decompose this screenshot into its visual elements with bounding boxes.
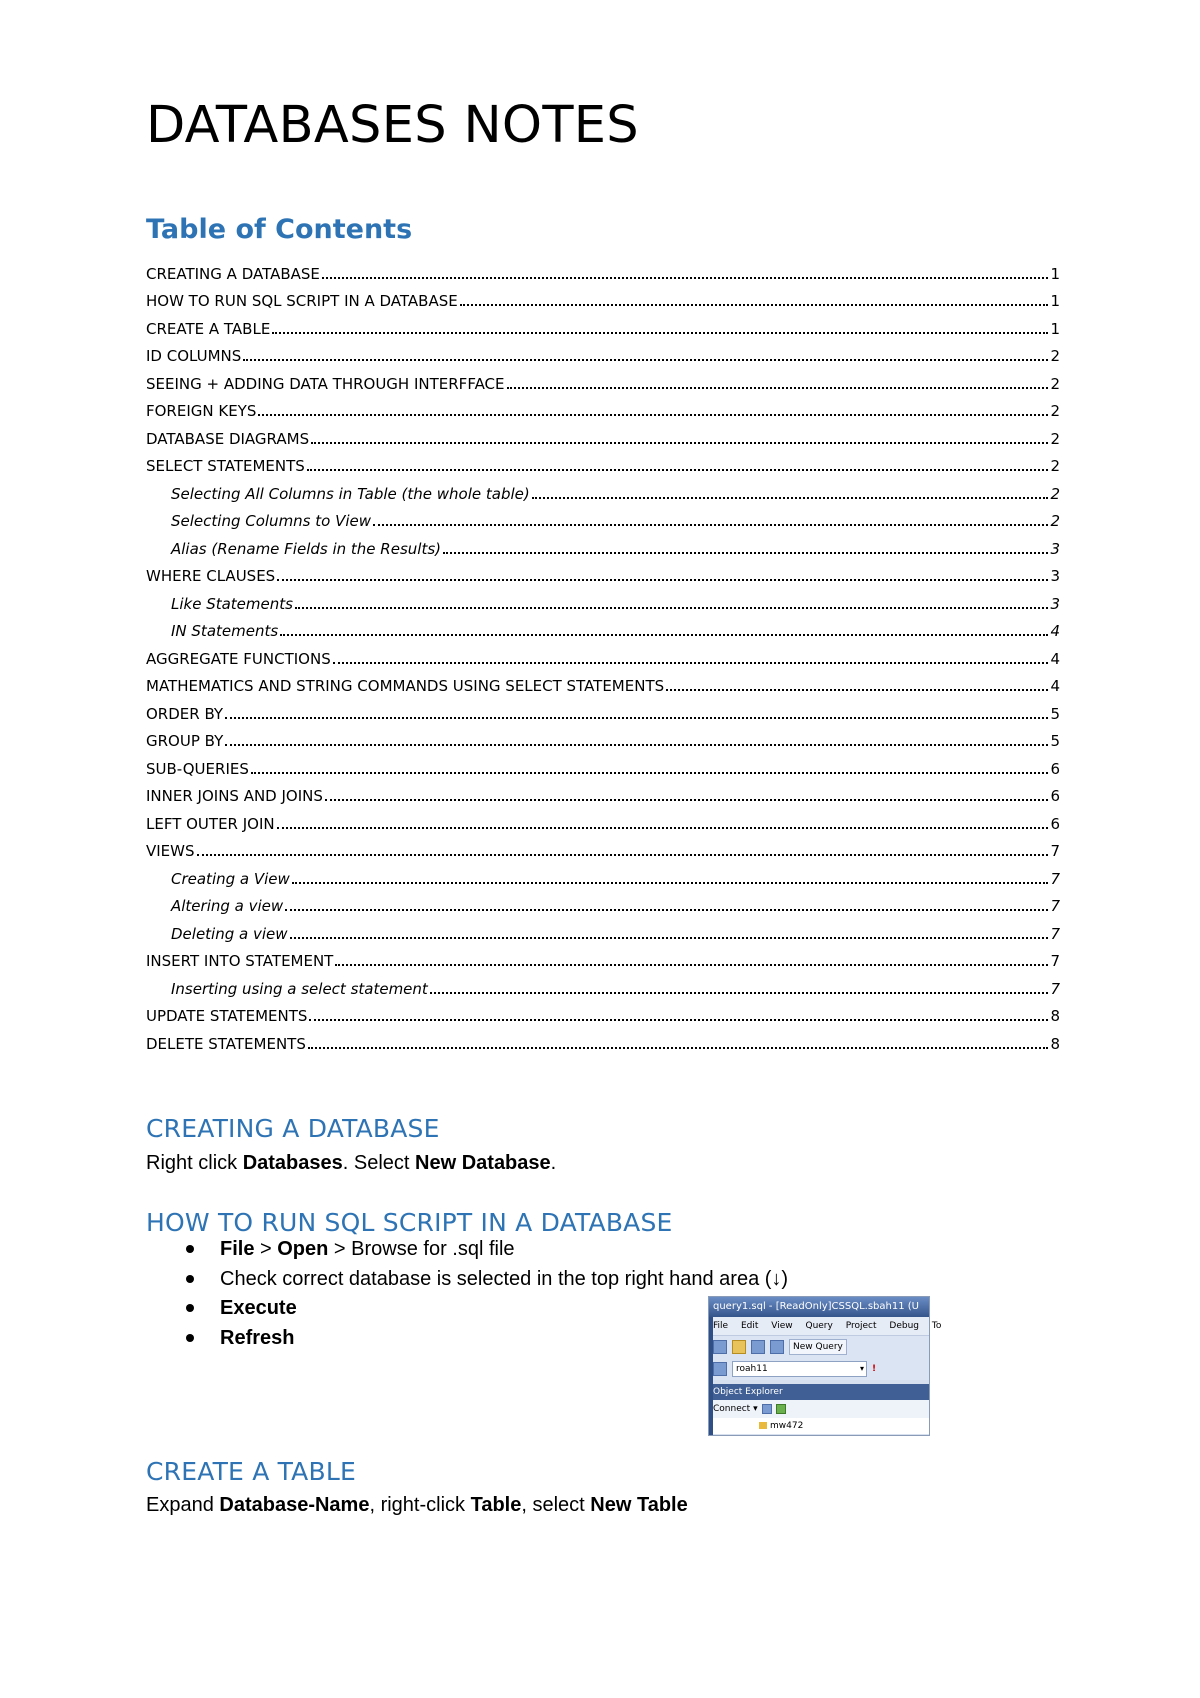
database-toolbar (709, 1358, 929, 1380)
toc-entry[interactable] (146, 641, 1060, 669)
toc-leader-dots (430, 992, 1049, 994)
toc-heading: Table of Contents (146, 214, 413, 245)
toc-entry[interactable] (146, 806, 1060, 834)
toc-entry-page: 2 (1050, 429, 1060, 448)
toc-leader-dots (532, 497, 1049, 499)
toc-entry-label: Selecting Columns to View (171, 512, 372, 530)
list-item: Refresh (146, 1325, 788, 1355)
list-item: Check correct database is selected in the top right hand area (↓) (146, 1266, 788, 1296)
open-icon (732, 1340, 746, 1354)
list-item: Execute (146, 1295, 788, 1325)
section-heading-run-sql-script: HOW TO RUN SQL SCRIPT IN A DATABASE (146, 1208, 673, 1237)
toc-entry-page: 2 (1050, 457, 1060, 475)
toolbar (709, 1335, 929, 1358)
toc-entry-label: DATABASE DIAGRAMS (146, 429, 310, 448)
toc-leader-dots (460, 304, 1049, 306)
toc-leader-dots (373, 524, 1048, 526)
toc-entry-label: UPDATE STATEMENTS (146, 1007, 308, 1025)
toc-entry-page: 2 (1050, 512, 1060, 530)
toc-entry-page: 2 (1050, 402, 1060, 420)
toc-entry-label: CREATE A TABLE (146, 319, 271, 338)
toc-entry-page: 7 (1050, 979, 1060, 998)
section-heading-creating-database: CREATING A DATABASE (146, 1114, 440, 1143)
toc-entry-label: VIEWS (146, 842, 195, 860)
connect-label: Connect ▾ (713, 1404, 758, 1414)
toc-entry-page: 7 (1050, 842, 1060, 860)
menu-bar (709, 1317, 942, 1335)
toc-entry-label: INSERT INTO STATEMENT (146, 952, 334, 970)
toc-leader-dots (292, 882, 1049, 884)
menu-item: Edit (740, 1321, 759, 1331)
toc-entry-page: 3 (1050, 539, 1060, 558)
toc-entry-page: 5 (1050, 732, 1060, 750)
toc-leader-dots (666, 689, 1048, 691)
toc-entry-label: ORDER BY (146, 704, 224, 723)
bullet-icon (186, 1304, 194, 1312)
toc-entry[interactable] (146, 834, 1060, 862)
toc-entry[interactable] (146, 559, 1060, 587)
toc-entry-page: 7 (1050, 924, 1060, 943)
toc-entry-label: LEFT OUTER JOIN (146, 814, 275, 833)
toc-entry[interactable] (146, 586, 1060, 614)
menu-item: Project (845, 1321, 877, 1331)
toc-entry-page: 7 (1050, 952, 1060, 970)
document-title: DATABASES NOTES (146, 96, 639, 155)
toc-entry-label: AGGREGATE FUNCTIONS (146, 649, 331, 668)
toc-entry-page: 4 (1050, 622, 1060, 640)
toc-entry-label: Deleting a view (171, 924, 288, 943)
toc-entry[interactable] (146, 916, 1060, 944)
toc-entry-label: SUB-QUERIES (146, 759, 249, 778)
folder-icon (759, 1422, 767, 1429)
toc-entry-label: WHERE CLAUSES (146, 567, 276, 585)
save-all-icon (770, 1340, 784, 1354)
toc-entry-label: Like Statements (171, 594, 293, 613)
object-explorer-toolbar (709, 1400, 929, 1418)
toc-entry[interactable] (146, 944, 1060, 972)
toc-leader-dots (322, 277, 1049, 279)
menu-item: File (713, 1321, 729, 1331)
toc-leader-dots (307, 469, 1049, 471)
toc-entry-label: Creating a View (171, 869, 290, 888)
toc-entry-page: 2 (1050, 374, 1060, 393)
menu-item: Debug (889, 1321, 919, 1331)
toc-entry[interactable] (146, 971, 1060, 999)
toc-entry-page: 6 (1050, 814, 1060, 833)
toc-leader-dots (309, 1019, 1048, 1021)
ssms-screenshot (708, 1296, 942, 1436)
toc-entry-label: FOREIGN KEYS (146, 402, 257, 420)
toc-leader-dots (258, 414, 1048, 416)
toc-entry-page: 8 (1050, 1007, 1060, 1025)
toc-leader-dots (197, 854, 1049, 856)
toc-leader-dots (251, 772, 1049, 774)
toc-entry-label: Selecting All Columns in Table (the whole table) (171, 484, 530, 503)
toc-entry-label: GROUP BY (146, 732, 224, 750)
toc-entry-page: 7 (1050, 869, 1060, 888)
toc-entry[interactable] (146, 476, 1060, 504)
toc-entry[interactable] (146, 394, 1060, 422)
toc-entry-page: 6 (1050, 759, 1060, 778)
toc-entry[interactable] (146, 284, 1060, 312)
toc-leader-dots (507, 387, 1049, 389)
bullet-icon (186, 1245, 194, 1253)
toc-entry-label: CREATING A DATABASE (146, 264, 320, 283)
toc-entry[interactable] (146, 999, 1060, 1027)
toc-leader-dots (311, 442, 1048, 444)
toc-leader-dots (225, 744, 1048, 746)
toc-leader-dots (277, 579, 1048, 581)
toc-entry-page: 5 (1050, 704, 1060, 723)
chevron-down-icon: ▾ (859, 1364, 864, 1373)
toc-entry-label: DELETE STATEMENTS (146, 1034, 306, 1053)
toc-entry[interactable] (146, 311, 1060, 339)
toc-entry-page: 3 (1050, 567, 1060, 585)
toc-entry-label: INNER JOINS AND JOINS (146, 787, 323, 805)
toc-entry[interactable] (146, 614, 1060, 642)
toc-entry-page: 2 (1050, 484, 1060, 503)
toc-leader-dots (277, 827, 1049, 829)
toc-entry[interactable] (146, 449, 1060, 477)
creating-database-instructions: Right click Databases. Select New Database. (146, 1152, 557, 1174)
toc-entry-page: 1 (1050, 264, 1060, 283)
toc-entry[interactable] (146, 421, 1060, 449)
toc-entry-label: HOW TO RUN SQL SCRIPT IN A DATABASE (146, 292, 458, 310)
toc-leader-dots (443, 552, 1048, 554)
filter-icon (762, 1404, 772, 1414)
toc-entry-label: ID COLUMNS (146, 347, 242, 365)
toc-entry-page: 4 (1050, 677, 1060, 695)
list-item: File > Open > Browse for .sql file (146, 1236, 788, 1266)
section-heading-create-table: CREATE A TABLE (146, 1457, 356, 1486)
toc-entry-page: 2 (1050, 347, 1060, 365)
run-script-steps (146, 1236, 788, 1354)
toc-leader-dots (308, 1047, 1049, 1049)
window-title: query1.sql - [ReadOnly]CSSQL.sbah11 (U (709, 1297, 929, 1317)
toc-entry[interactable] (146, 724, 1060, 752)
toc-leader-dots (333, 662, 1049, 664)
toc-leader-dots (272, 332, 1048, 334)
toc-entry-label: Inserting using a select statement (171, 979, 428, 998)
toc-leader-dots (280, 634, 1048, 636)
toc-leader-dots (243, 359, 1048, 361)
toc-entry-page: 1 (1050, 319, 1060, 338)
new-query-button: New Query (789, 1339, 847, 1355)
toc-entry-page: 6 (1050, 787, 1060, 805)
toc-entry-page: 3 (1050, 594, 1060, 613)
create-table-instructions: Expand Database-Name, right-click Table, select New Table (146, 1494, 688, 1516)
toc-entry-label: SEEING + ADDING DATA THROUGH INTERFFACE (146, 374, 505, 393)
toc-entry[interactable] (146, 889, 1060, 917)
toc-entry[interactable] (146, 256, 1060, 284)
toc-entry[interactable] (146, 779, 1060, 807)
save-icon (751, 1340, 765, 1354)
toc-leader-dots (295, 607, 1048, 609)
toc-leader-dots (290, 937, 1049, 939)
toc-entry-label: MATHEMATICS AND STRING COMMANDS USING SELECT STATEMENTS (146, 677, 665, 695)
toc-entry-page: 1 (1050, 292, 1060, 310)
toc-leader-dots (325, 799, 1049, 801)
toc-entry-page: 8 (1050, 1034, 1060, 1053)
menu-item: Query (805, 1321, 833, 1331)
toc-entry[interactable] (146, 366, 1060, 394)
toc-entry[interactable] (146, 861, 1060, 889)
sidebar-strip (709, 1317, 713, 1435)
toc-entry-page: 7 (1050, 897, 1060, 915)
toc-entry[interactable] (146, 669, 1060, 697)
toc-leader-dots (225, 717, 1048, 719)
database-select: roah11 ▾ (732, 1361, 867, 1377)
refresh-icon (776, 1404, 786, 1414)
toc-entry-label: SELECT STATEMENTS (146, 457, 305, 475)
connect-icon (713, 1362, 727, 1376)
table-of-contents (146, 256, 1060, 1054)
toc-entry[interactable] (146, 696, 1060, 724)
bullet-icon (186, 1334, 194, 1342)
toc-entry-page: 4 (1050, 649, 1060, 668)
menu-item: To (931, 1321, 942, 1331)
toc-entry-label: Altering a view (171, 897, 284, 915)
object-explorer-title: Object Explorer (709, 1384, 929, 1400)
toc-entry[interactable] (146, 1026, 1060, 1054)
bullet-icon (186, 1275, 194, 1283)
toc-entry[interactable] (146, 531, 1060, 559)
toc-entry-label: Alias (Rename Fields in the Results) (171, 539, 441, 558)
toc-entry[interactable] (146, 339, 1060, 367)
toc-leader-dots (285, 909, 1048, 911)
toc-entry[interactable] (146, 504, 1060, 532)
toc-entry-label: IN Statements (171, 622, 279, 640)
new-file-icon (713, 1340, 727, 1354)
toc-entry[interactable] (146, 751, 1060, 779)
toc-leader-dots (335, 964, 1048, 966)
menu-item: View (771, 1321, 793, 1331)
tree-item: mw472 (709, 1418, 929, 1434)
execute-icon: ! (872, 1364, 877, 1374)
